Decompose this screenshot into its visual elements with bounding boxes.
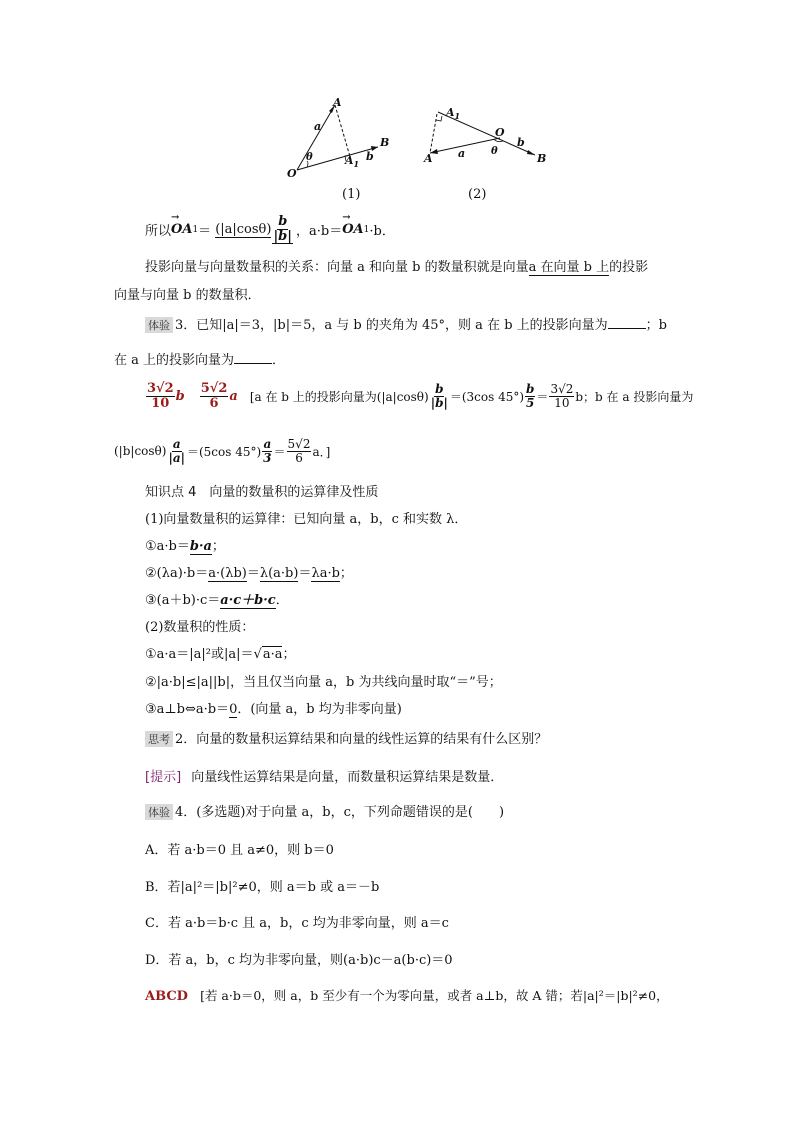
answer-blank-2 (234, 351, 272, 364)
fig1-label-theta: θ (306, 152, 313, 163)
law-scalar: ②(λa)·b＝a·(λb)＝λ(a·b)＝λa·b； (145, 566, 353, 581)
fig2-label-theta: θ (491, 146, 498, 157)
answer-4: ABCD [若 a·b＝0，则 a，b 至少有一个为零向量，或者 a⊥b，故 A 错；若|a|²＝|b|²≠0， (145, 988, 669, 1004)
exercise-4: 体验 4．(多选题)对于向量 a，b，c，下列命题错误的是( ) (145, 801, 504, 820)
projection-formula-line: 所以 → OA 1 ＝ (|a|cosθ) $\frac{b}{|b|}$ ，a·b＝ → OA 1 ·b． (145, 215, 395, 244)
figure-2-diagram (420, 100, 550, 165)
fig2-label-a: a (458, 147, 466, 160)
tiyan-tag: 体验 (145, 317, 173, 333)
fig1-label-A: A (333, 96, 342, 109)
fig2-label-A: A (424, 152, 433, 165)
fig2-label-B: B (537, 152, 547, 165)
fig1-label-A1: $A_1$ (345, 154, 360, 170)
tiyan-tag-2: 体验 (145, 804, 173, 820)
think-2: 思考 2．向量的数量积运算结果和向量的线性运算的结果有什么区别？ (145, 728, 547, 747)
fig1-label-b: b (366, 150, 374, 163)
projection-relation-paragraph-cont: 向量与向量 b 的数量积． (114, 288, 261, 303)
exercise-3: 体验 3．已知|a|＝3，|b|＝5，a 与 b 的夹角为 45°，则 a 在 b 上的投影向量为 ；b (145, 314, 667, 333)
option-A: A．若 a·b＝0 且 a≠0，则 b＝0 (145, 843, 334, 858)
fig1-caption: (1) (342, 187, 361, 202)
projection-relation-paragraph: 投影向量与向量数量积的关系：向量 a 和向量 b 的数量积就是向量a 在向量 b 上的投影 (145, 260, 649, 275)
law-commutative: ①a·b＝b·a； (145, 539, 225, 554)
hint-2: [提示] 向量线性运算结果是向量，而数量积运算结果是数量． (145, 770, 504, 785)
property-1: ①a·a＝|a|²或|a|＝√a·a； (145, 647, 296, 662)
option-B: B．若|a|²＝|b|²≠0，则 a＝b 或 a＝－b (145, 880, 380, 895)
option-C: C．若 a·b＝b·c 且 a，b，c 均为非零向量，则 a＝c (145, 916, 449, 931)
fig2-label-A1: $A_1$ (446, 106, 461, 122)
fig1-label-B: B (380, 136, 390, 149)
property-3: ③a⊥b⇔a·b＝0．(向量 a，b 均为非零向量) (145, 702, 402, 717)
option-D: D．若 a，b，c 均为非零向量，则(a·b)c－a(b·c)＝0 (145, 953, 453, 968)
properties-heading: (2)数量积的性质： (145, 620, 255, 635)
knowledge-point-4-heading: 知识点 4 向量的数量积的运算律及性质 (145, 485, 379, 500)
vector-oa1: → OA (171, 222, 192, 237)
answer-blank-1 (608, 316, 646, 329)
law-distributive: ③(a＋b)·c＝a·c＋b·c． (145, 593, 289, 608)
fig2-label-O: O (495, 126, 505, 139)
answer-3-line-1: $\frac{3√2}{10}$ b $\frac{5√2}{6}$ a [a 在 b 上的投影向量为(|a|cosθ) $\frac{b}{|b|}$ ＝(3cos 45°) $\frac{b}{5}$ ＝ $\frac{3√2}{10}$ b；b 在 a 投影向量为 (147, 381, 694, 411)
operation-laws-intro: (1)向量数量积的运算律：已知向量 a，b，c 和实数 λ． (145, 512, 468, 527)
answer-3-line-2: (|b|cosθ) $\frac{a}{|a|}$ ＝(5cos 45°) $\frac{a}{3}$ ＝ $\frac{5√2}{6}$ a．] (114, 437, 331, 465)
fig1-label-O: O (287, 167, 297, 180)
fig1-label-a: a (314, 120, 322, 133)
fig2-label-b: b (517, 136, 525, 149)
property-2: ②|a·b|≤|a||b|，当且仅当向量 a，b 为共线向量时取“＝”号； (145, 675, 502, 690)
sikao-tag: 思考 (145, 731, 173, 747)
exercise-3-cont: 在 a 上的投影向量为 ． (114, 353, 286, 368)
fig2-caption: (2) (468, 187, 487, 202)
